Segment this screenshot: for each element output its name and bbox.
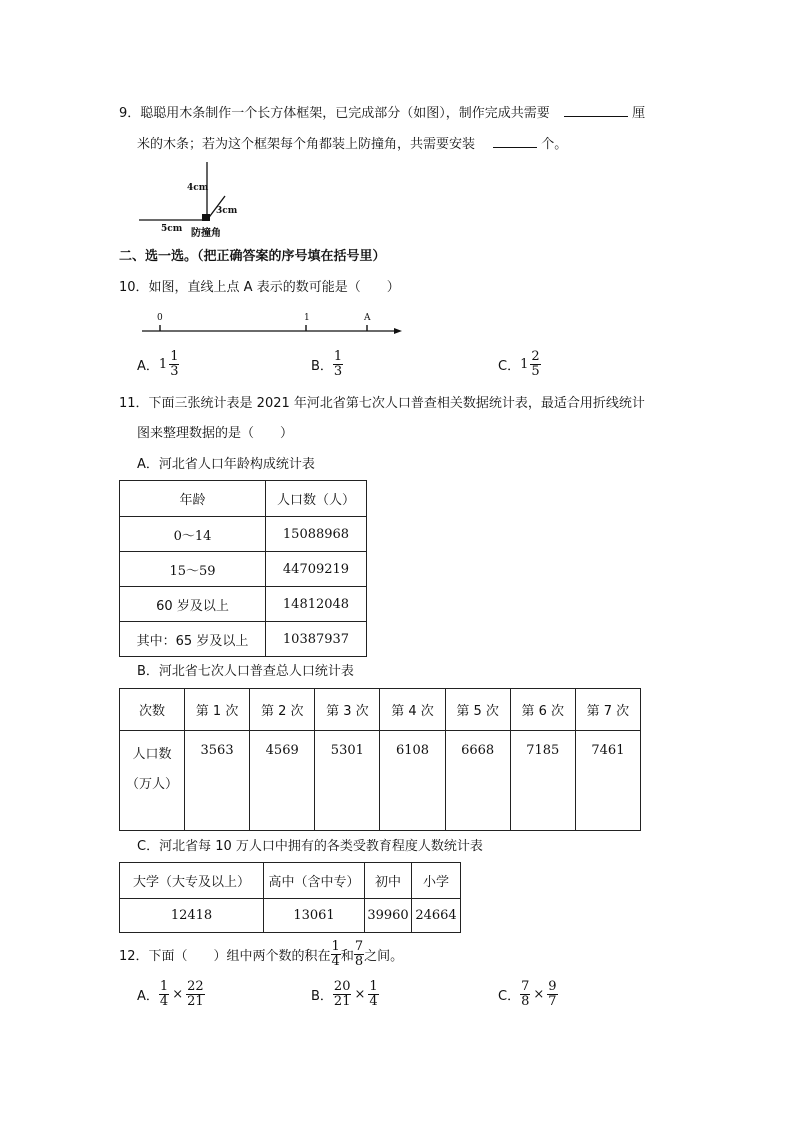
table-header: 次数 (120, 689, 185, 731)
q11-line1: 11．下面三张统计表是 2021 年河北省第七次人口普查相关数据统计表，最适合用折线统计 (119, 396, 645, 411)
table-cell: 13061 (264, 899, 365, 933)
q9-line1 (119, 104, 645, 123)
fig-label-4cm: 4cm (187, 183, 209, 193)
table-header: 初中 (365, 863, 412, 899)
table-header: 高中（含中专） (264, 863, 365, 899)
option-letter: A． (137, 989, 159, 1004)
table-header: 第 4 次 (380, 689, 445, 731)
q12-text-before: 12．下面（ ）组中两个数的积在 (119, 949, 331, 964)
fraction: $\frac{1}{3}$ (170, 349, 179, 379)
tableB-caption: B．河北省七次人口普查总人口统计表 (137, 664, 354, 679)
q10-text: 10．如图，直线上点 A 表示的数可能是（ ） (119, 280, 400, 295)
multiply-sign: × (172, 987, 184, 1002)
table-row (120, 731, 641, 831)
q12-text-after: 之间。 (364, 949, 404, 964)
table-header: 第 3 次 (315, 689, 380, 731)
fraction: $\frac{20}{21}$ (333, 979, 351, 1009)
table-header: 小学 (412, 863, 461, 899)
option-letter: A． (137, 359, 159, 374)
q9-blank-length[interactable] (564, 104, 628, 117)
tableA-caption: A．河北省人口年龄构成统计表 (137, 457, 315, 472)
fraction: $\frac{1}{4}$ (331, 939, 340, 969)
table-cell: 60 岁及以上 (120, 587, 266, 622)
fraction: $\frac{2}{5}$ (531, 349, 540, 379)
q9-line2 (137, 135, 567, 154)
table-header: 第 1 次 (185, 689, 250, 731)
q11-line2: 图来整理数据的是（ ） (137, 426, 294, 441)
table-row (120, 689, 641, 731)
fraction: $\frac{1}{4}$ (159, 979, 169, 1009)
mixed-whole: 1 (520, 357, 529, 372)
fig-label-5cm: 5cm (161, 224, 183, 234)
table-cell: 其中：65 岁及以上 (120, 622, 266, 657)
table-cell: 44709219 (266, 552, 367, 587)
q12-option-b[interactable] (311, 980, 379, 1009)
table-header: 年龄 (120, 481, 266, 517)
table-row (120, 899, 461, 933)
q9-line1-text: 9．聪聪用木条制作一个长方体框架，已完成部分（如图），制作完成共需要 (119, 106, 550, 121)
table-cell: 5301 (315, 731, 380, 831)
table-header: 第 7 次 (575, 689, 640, 731)
table-cell: 0～14 (120, 517, 266, 552)
table-cell: 15088968 (266, 517, 367, 552)
table-header: 第 6 次 (510, 689, 575, 731)
table-cell: 3563 (185, 731, 250, 831)
table-cell: 4569 (250, 731, 315, 831)
multiply-sign: × (354, 987, 366, 1002)
tableC-caption: C．河北省每 10 万人口中拥有的各类受教育程度人数统计表 (137, 839, 483, 854)
multiply-sign: × (533, 987, 545, 1002)
q9-line2-text: 米的木条；若为这个框架每个角都装上防撞角，共需要安装 (137, 137, 476, 152)
fraction: $\frac{7}{8}$ (521, 979, 530, 1009)
table-cell: 7185 (510, 731, 575, 831)
q12-option-c[interactable] (498, 980, 558, 1009)
tableA (119, 480, 367, 657)
table-cell: 6668 (445, 731, 510, 831)
q9-line2-unit: 个。 (541, 137, 568, 152)
section-2-title: 二、选一选。（把正确答案的序号填在括号里） (119, 249, 386, 264)
table-cell: 39960 (365, 899, 412, 933)
table-row (120, 481, 367, 517)
q10-option-a[interactable] (137, 350, 179, 379)
q10-option-b[interactable] (311, 350, 343, 379)
table-cell: 14812048 (266, 587, 367, 622)
numberline-label-0: 0 (157, 313, 163, 323)
q9-line1-unit: 厘 (632, 106, 646, 121)
fig-label-corner: 防撞角 (191, 228, 221, 239)
table-cell: 10387937 (266, 622, 367, 657)
q12-text (119, 940, 403, 969)
option-letter: B． (311, 989, 333, 1004)
mixed-whole: 1 (158, 357, 168, 372)
q9-frame-figure (135, 158, 245, 238)
row-label-line: 人口数 (132, 747, 172, 762)
fraction: $\frac{9}{7}$ (548, 979, 557, 1009)
option-letter: C． (498, 989, 521, 1004)
q9-blank-count[interactable] (493, 135, 537, 148)
fraction: $\frac{22}{21}$ (187, 979, 204, 1009)
table-header: 人口数（人） (266, 481, 367, 517)
numberline-label-a: A (364, 313, 371, 323)
number-line-arrow-icon (394, 328, 402, 334)
q12-option-a[interactable] (137, 980, 205, 1009)
tableB (119, 688, 641, 831)
fraction: $\frac{1}{3}$ (333, 349, 343, 379)
corner-protector-icon (202, 214, 210, 221)
option-letter: B． (311, 359, 333, 374)
q10-option-c[interactable] (498, 350, 541, 379)
q12-text-mid: 和 (340, 949, 354, 964)
option-letter: C． (498, 359, 521, 374)
table-row (120, 622, 367, 657)
table-header: 大学（大专及以上） (120, 863, 264, 899)
table-header: 第 5 次 (445, 689, 510, 731)
tableC (119, 862, 461, 933)
table-cell: 12418 (120, 899, 264, 933)
numberline-label-1: 1 (304, 313, 310, 323)
table-header: 第 2 次 (250, 689, 315, 731)
table-cell: 7461 (575, 731, 640, 831)
fraction: $\frac{7}{8}$ (354, 939, 364, 969)
table-cell: 6108 (380, 731, 445, 831)
fraction: $\frac{1}{4}$ (369, 979, 378, 1009)
table-row (120, 552, 367, 587)
table-row (120, 517, 367, 552)
table-cell: 24664 (412, 899, 461, 933)
table-row (120, 587, 367, 622)
row-label-line: （万人） (125, 777, 178, 792)
row-label-cell (120, 731, 185, 831)
table-row (120, 863, 461, 899)
table-cell: 15～59 (120, 552, 266, 587)
fig-label-3cm: 3cm (216, 206, 238, 216)
